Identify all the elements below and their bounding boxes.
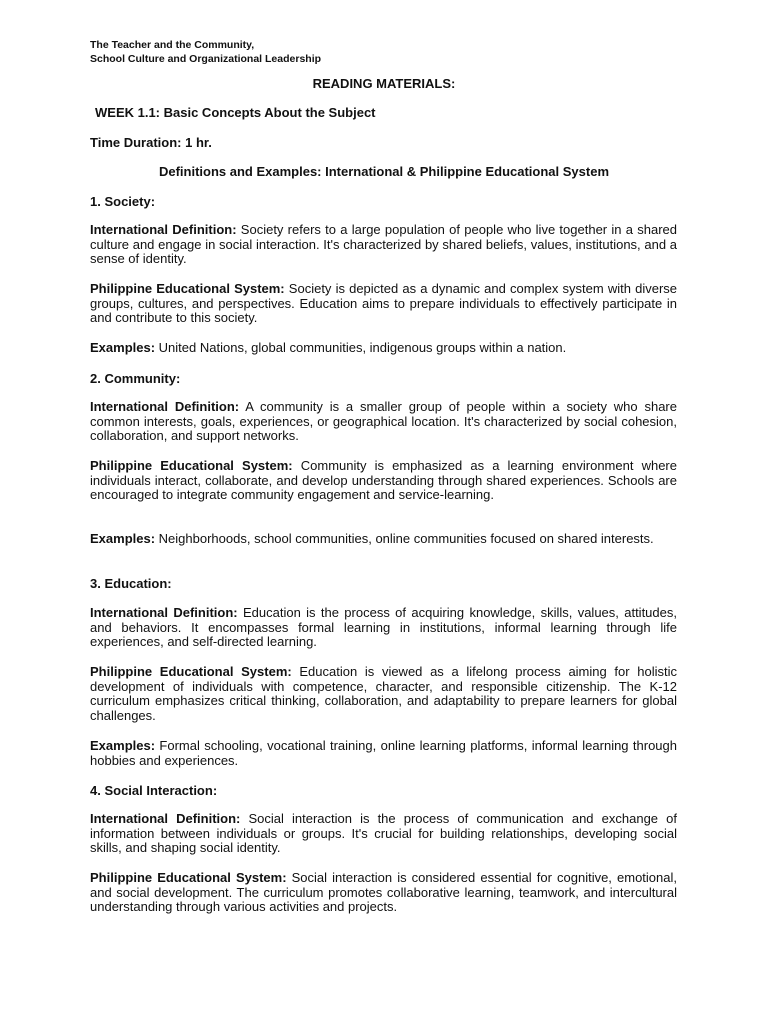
education-philippine-definition: [90, 665, 677, 724]
community-examples: [90, 532, 677, 547]
examples-text: United Nations, global communities, indigenous groups within a nation.: [158, 340, 567, 355]
society-international-definition: [90, 223, 677, 267]
definition-text: Society is depicted as a dynamic and complex system with diverse groups, cultures, and perspectives. Education aims to prepare individuals to effectively participate in and contribute to this society.: [90, 281, 677, 326]
section-heading-community: 2. Community:: [90, 371, 181, 386]
social-interaction-philippine-definition: [90, 871, 677, 915]
education-international-definition: [90, 606, 677, 650]
definition-label: International Definition:: [90, 811, 241, 826]
education-examples: [90, 739, 677, 768]
examples-text: Formal schooling, vocational training, online learning platforms, informal learning through hobbies and experiences.: [90, 738, 677, 768]
examples-text: Neighborhoods, school communities, online communities focused on shared interests.: [158, 531, 654, 546]
definition-label: International Definition:: [90, 399, 240, 414]
time-duration: Time Duration: 1 hr.: [90, 135, 212, 150]
header-line-2: School Culture and Organizational Leadership: [90, 53, 322, 65]
definition-text: Society refers to a large population of people who live together in a shared culture and engage in social interaction. It's characterized by shared beliefs, values, institutions, and a sense of identity.: [90, 222, 677, 267]
definition-text: Education is the process of acquiring knowledge, skills, values, attitudes, and behaviors. It encompasses formal learning in institutions, informal learning through life experiences, and self-directed learning.: [90, 605, 677, 650]
society-philippine-definition: [90, 282, 677, 326]
social-interaction-international-definition: [90, 812, 677, 856]
section-heading-education: 3. Education:: [90, 576, 172, 591]
definition-text: Social interaction is the process of communication and exchange of information between individuals or groups. It's crucial for building relationships, developing social skills, and shaping social identity.: [90, 811, 677, 856]
examples-label: Examples:: [90, 738, 156, 753]
definition-text: Social interaction is considered essential for cognitive, emotional, and social development. The curriculum promotes collaborative learning, teamwork, and intercultural understanding through various activities and projects.: [90, 870, 677, 915]
examples-label: Examples:: [90, 531, 156, 546]
community-philippine-definition: [90, 459, 677, 503]
definition-label: Philippine Educational System:: [90, 281, 285, 296]
community-international-definition: [90, 400, 677, 444]
definition-label: Philippine Educational System:: [90, 664, 292, 679]
definition-label: International Definition:: [90, 605, 238, 620]
section-heading-social-interaction: 4. Social Interaction:: [90, 783, 218, 798]
section-heading-society: 1. Society:: [90, 194, 156, 209]
document-header: [90, 38, 321, 66]
definition-text: Education is viewed as a lifelong process aiming for holistic development of individuals with competence, character, and responsible citizenship. The K-12 curriculum emphasizes critical thinking, collaboration, and adaptability to prepare learners for global challenges.: [90, 664, 677, 724]
week-heading: WEEK 1.1: Basic Concepts About the Subject: [95, 105, 376, 120]
header-line-1: The Teacher and the Community,: [90, 39, 255, 51]
definition-text: Community is emphasized as a learning environment where individuals interact, collaborate, and develop understanding through shared experiences. Schools are encouraged to integrate community engagement and service-learning.: [90, 458, 677, 503]
definition-text: A community is a smaller group of people within a society who share common interests, goals, experiences, or geographical location. It's characterized by social cohesion, collaboration, and support networks.: [90, 399, 677, 444]
section-subtitle: Definitions and Examples: International & Philippine Educational System: [158, 164, 610, 179]
definition-label: Philippine Educational System:: [90, 458, 293, 473]
page-title: READING MATERIALS:: [312, 76, 456, 91]
definition-label: Philippine Educational System:: [90, 870, 287, 885]
examples-label: Examples:: [90, 340, 156, 355]
society-examples: [90, 341, 677, 356]
definition-label: International Definition:: [90, 222, 237, 237]
